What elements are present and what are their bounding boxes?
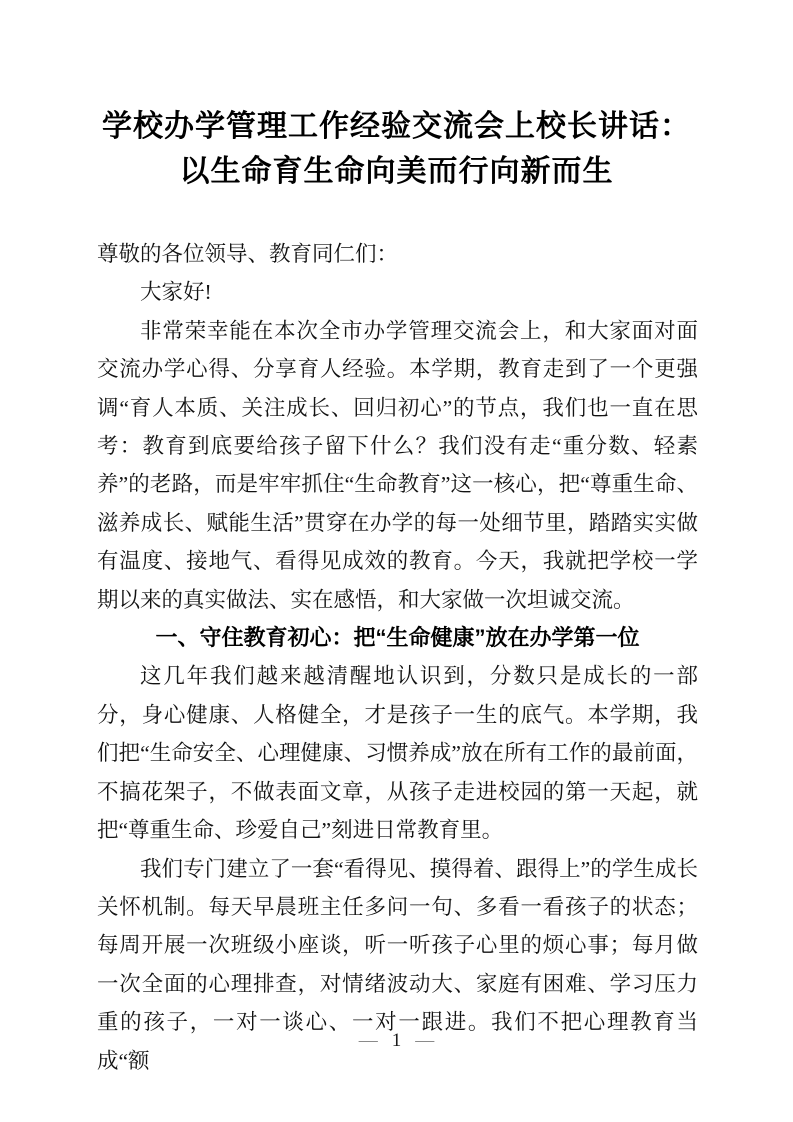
title-line-1: 学校办学管理工作经验交流会上校长讲话： — [102, 110, 691, 143]
salutation: 尊敬的各位领导、教育同仁们： — [97, 242, 399, 266]
section-1-paragraph-1: 这几年我们越来越清醒地认识到，分数只是成长的一部分，身心健康、人格健全，才是孩子一生的底气。本学期，我们把“生命安全、心理健康、习惯养成”放在所有工作的最前面，不搞花架子，不做表面文章，从孩子走进校园的第一天起，就把“尊重生命、珍爱自己”刻进日常教育里。 — [97, 664, 698, 843]
section-1-heading: 一、守住教育初心：把“生命健康”放在办学第一位 — [155, 625, 640, 651]
title-line-2: 以生命育生命向美而行向新而生 — [179, 155, 614, 188]
greeting-paragraph: 大家好! — [140, 280, 212, 305]
page-footer — [0, 1029, 793, 1053]
section-1-paragraph-2: 我们专门建立了一套“看得见、摸得着、跟得上”的学生成长关怀机制。每天早晨班主任多问一句、多看一看孩子的状态；每周开展一次班级小座谈，听一听孩子心里的烦心事；每月做一次全面的心理排查，对情绪波动大、家庭有困难、学习压力重的孩子，一对一谈心、一对一跟进。我们不把心理教育当成“额 — [97, 856, 698, 1073]
document-body — [97, 235, 698, 1080]
document-title — [0, 104, 793, 194]
footer-dash-right: — — [415, 1030, 435, 1051]
intro-paragraph: 非常荣幸能在本次全市办学管理交流会上，和大家面对面交流办学心得、分享育人经验。本学期，教育走到了一个更强调“育人本质、关注成长、回归初心”的节点，我们也一直在思考：教育到底要给孩子留下什么？我们没有走“重分数、轻素养”的老路，而是牢牢抓住“生命教育”这一核心，把“尊重生命、滋养成长、赋能生活”贯穿在办学的每一处细节里，踏踏实实做有温度、接地气、看得见成效的教育。今天，我就把学校一学期以来的真实做法、实在感悟，和大家做一次坦诚交流。 — [97, 318, 698, 612]
footer-dash-left: — — [358, 1030, 378, 1051]
page-number: 1 — [391, 1030, 402, 1051]
